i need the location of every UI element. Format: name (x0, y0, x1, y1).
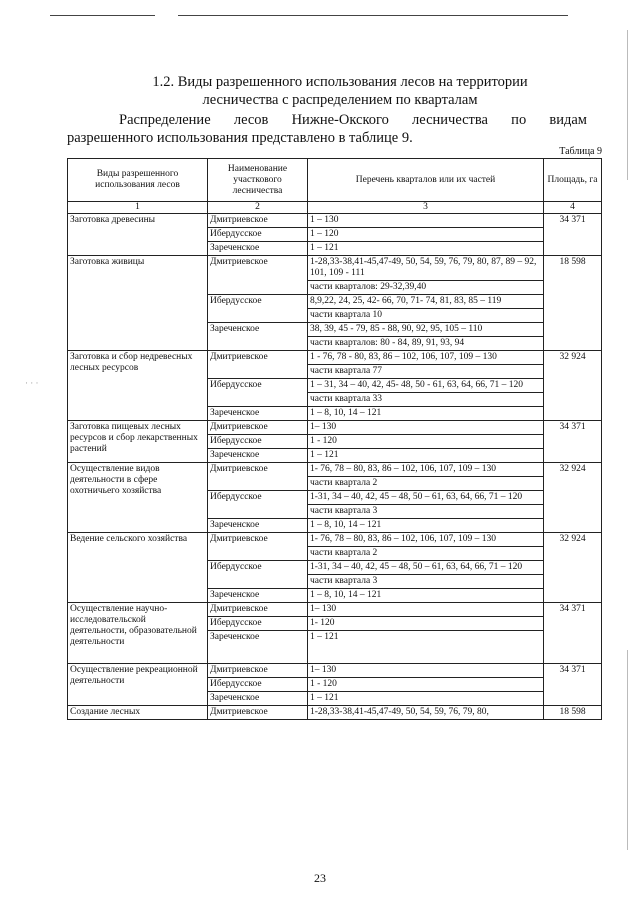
table-row (68, 603, 602, 617)
quarters-cell: части квартала 3 (308, 575, 544, 589)
use-type-cell: Ведение сельского хозяйства (68, 533, 208, 603)
column-number-row (68, 202, 602, 214)
scan-speck: · · · (25, 378, 39, 388)
use-type-cell: Осуществление научно-исследовательской деятельности, образовательной деятельности (68, 603, 208, 664)
district-cell: Ибердусское (208, 379, 308, 407)
district-cell: Дмитриевское (208, 351, 308, 379)
district-cell: Ибердусское (208, 617, 308, 631)
quarters-cell: 1 – 8, 10, 14 – 121 (308, 589, 544, 603)
district-cell: Ибердусское (208, 561, 308, 589)
district-cell: Зареченское (208, 692, 308, 706)
area-cell: 34 371 (544, 664, 602, 706)
area-cell: 32 924 (544, 463, 602, 533)
quarters-cell: части квартала 33 (308, 393, 544, 407)
quarters-cell: 1 - 120 (308, 678, 544, 692)
quarters-cell: 1- 120 (308, 617, 544, 631)
district-cell: Дмитриевское (208, 533, 308, 561)
forest-use-table (67, 158, 602, 720)
use-type-cell: Заготовка древесины (68, 214, 208, 256)
use-type-cell: Осуществление видов деятельности в сфере охотничьего хозяйства (68, 463, 208, 533)
column-number: 1 (68, 202, 208, 214)
quarters-cell: части квартала 3 (308, 505, 544, 519)
quarters-cell: части квартала 10 (308, 309, 544, 323)
quarters-cell: 1- 76, 78 – 80, 83, 86 – 102, 106, 107, 109 – 130 (308, 463, 544, 477)
table-row (68, 351, 602, 365)
quarters-cell: 1 – 120 (308, 228, 544, 242)
quarters-cell: 8,9,22, 24, 25, 42- 66, 70, 71- 74, 81, 83, 85 – 119 (308, 295, 544, 309)
section-heading (60, 73, 620, 109)
section-heading-line: лесничества с распределением по кварталам (202, 92, 478, 108)
table-row (68, 421, 602, 435)
table-caption: Таблица 9 (559, 146, 602, 157)
table-row (68, 533, 602, 547)
table-row (68, 256, 602, 281)
quarters-cell: части кварталов: 29-32,39,40 (308, 281, 544, 295)
table-row (68, 463, 602, 477)
scan-top-line (178, 15, 568, 16)
use-type-cell: Заготовка живицы (68, 256, 208, 351)
quarters-cell: 1 – 121 (308, 692, 544, 706)
district-cell: Дмитриевское (208, 664, 308, 678)
table-header-row (68, 159, 602, 202)
quarters-cell: 1 – 31, 34 – 40, 42, 45- 48, 50 - 61, 63, 64, 66, 71 – 120 (308, 379, 544, 393)
quarters-cell: 1 – 130 (308, 214, 544, 228)
quarters-cell: 1 – 8, 10, 14 – 121 (308, 407, 544, 421)
area-cell: 34 371 (544, 603, 602, 664)
quarters-cell: 1- 76, 78 – 80, 83, 86 – 102, 106, 107, 109 – 130 (308, 533, 544, 547)
quarters-cell: части кварталов: 80 - 84, 89, 91, 93, 94 (308, 337, 544, 351)
district-cell: Дмитриевское (208, 421, 308, 435)
scan-edge-line (627, 650, 628, 850)
district-cell: Зареченское (208, 449, 308, 463)
district-cell: Дмитриевское (208, 603, 308, 617)
district-cell: Ибердусское (208, 678, 308, 692)
header-area: Площадь, га (544, 159, 602, 202)
district-cell: Ибердусское (208, 491, 308, 519)
quarters-cell: части квартала 2 (308, 547, 544, 561)
quarters-cell: 1 - 76, 78 - 80, 83, 86 – 102, 106, 107, 109 – 130 (308, 351, 544, 365)
header-district: Наименование участкового лесничества (208, 159, 308, 202)
quarters-cell: 1– 130 (308, 421, 544, 435)
column-number: 4 (544, 202, 602, 214)
area-cell: 34 371 (544, 421, 602, 463)
use-type-cell: Осуществление рекреационной деятельности (68, 664, 208, 706)
use-type-cell: Создание лесных (68, 706, 208, 720)
intro-paragraph (67, 111, 587, 147)
scan-edge-line (627, 30, 628, 180)
quarters-cell: части квартала 2 (308, 477, 544, 491)
district-cell: Зареченское (208, 323, 308, 351)
quarters-cell: части квартала 77 (308, 365, 544, 379)
quarters-cell: 1-28,33-38,41-45,47-49, 50, 54, 59, 76, 79, 80, 87, 89 – 92, 101, 109 - 111 (308, 256, 544, 281)
area-cell: 18 598 (544, 706, 602, 720)
area-cell: 34 371 (544, 214, 602, 256)
intro-line: Распределение лесов Нижне-Окского лесничества по видам (119, 112, 587, 128)
district-cell: Дмитриевское (208, 256, 308, 295)
quarters-cell: 1– 130 (308, 664, 544, 678)
column-number: 3 (308, 202, 544, 214)
quarters-cell: 38, 39, 45 - 79, 85 - 88, 90, 92, 95, 105 – 110 (308, 323, 544, 337)
district-cell: Дмитриевское (208, 214, 308, 228)
section-heading-line: 1.2. Виды разрешенного использования лесов на территории (152, 74, 528, 90)
header-quarters: Перечень кварталов или их частей (308, 159, 544, 202)
quarters-cell: 1 – 121 (308, 449, 544, 463)
district-cell: Ибердусское (208, 228, 308, 242)
district-cell: Зареченское (208, 242, 308, 256)
quarters-cell: 1 – 121 (308, 242, 544, 256)
district-cell: Зареченское (208, 631, 308, 664)
page-number: 23 (314, 871, 326, 885)
district-cell: Дмитриевское (208, 706, 308, 720)
district-cell: Ибердусское (208, 295, 308, 323)
district-cell: Дмитриевское (208, 463, 308, 491)
quarters-cell: 1 - 120 (308, 435, 544, 449)
area-cell: 18 598 (544, 256, 602, 351)
table-row (68, 214, 602, 228)
district-cell: Зареченское (208, 519, 308, 533)
scan-top-line (50, 15, 155, 16)
district-cell: Ибердусское (208, 435, 308, 449)
quarters-cell: 1– 130 (308, 603, 544, 617)
area-cell: 32 924 (544, 533, 602, 603)
district-cell: Зареченское (208, 407, 308, 421)
quarters-cell: 1 – 121 (308, 631, 544, 664)
quarters-cell: 1 – 8, 10, 14 – 121 (308, 519, 544, 533)
district-cell: Зареченское (208, 589, 308, 603)
use-type-cell: Заготовка и сбор недревесных лесных ресурсов (68, 351, 208, 421)
use-type-cell: Заготовка пищевых лесных ресурсов и сбор лекарственных растений (68, 421, 208, 463)
table-row (68, 706, 602, 720)
table-row (68, 664, 602, 678)
area-cell: 32 924 (544, 351, 602, 421)
header-use: Виды разрешенного использования лесов (68, 159, 208, 202)
intro-line: разрешенного использования представлено в таблице 9. (67, 130, 413, 146)
quarters-cell: 1-28,33-38,41-45,47-49, 50, 54, 59, 76, 79, 80, (308, 706, 544, 720)
column-number: 2 (208, 202, 308, 214)
quarters-cell: 1-31, 34 – 40, 42, 45 – 48, 50 – 61, 63, 64, 66, 71 – 120 (308, 561, 544, 575)
quarters-cell: 1-31, 34 – 40, 42, 45 – 48, 50 – 61, 63, 64, 66, 71 – 120 (308, 491, 544, 505)
